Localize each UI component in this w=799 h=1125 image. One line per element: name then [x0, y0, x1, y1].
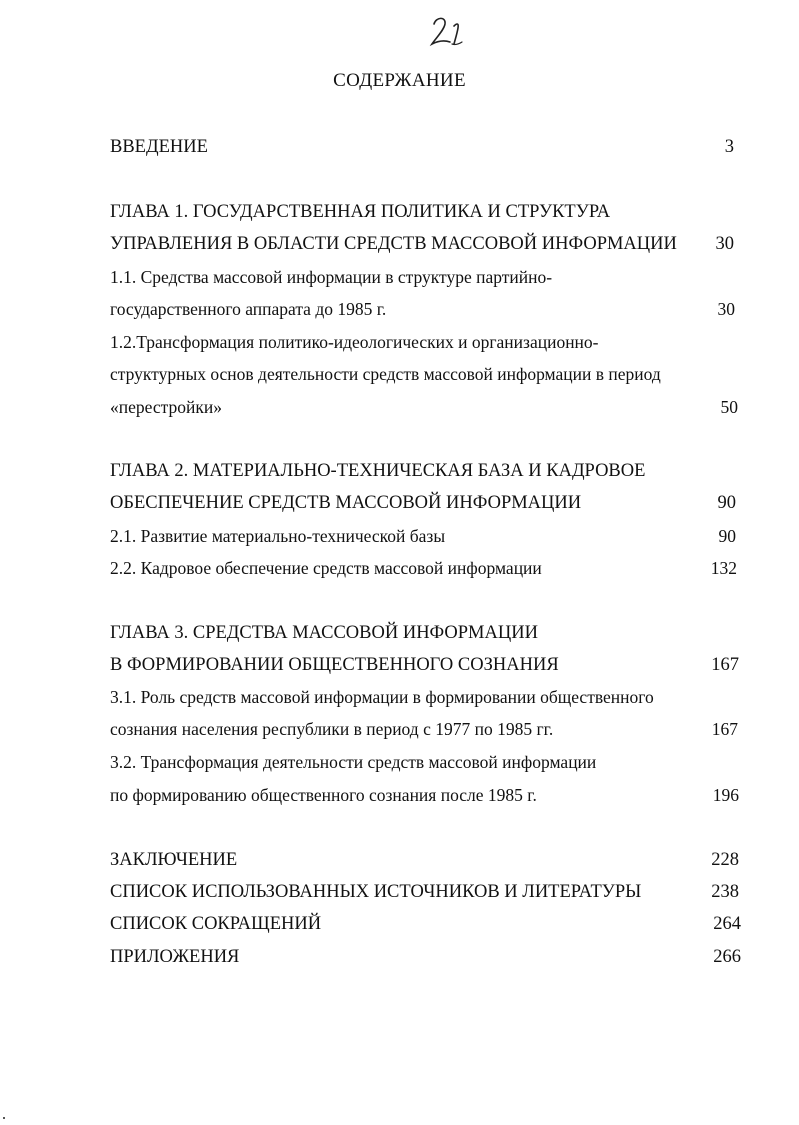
- toc-ch1-title-line2: УПРАВЛЕНИЯ В ОБЛАСТИ СРЕДСТВ МАССОВОЙ ИНФОРМАЦИИ: [110, 234, 677, 254]
- toc-ch3-s1-line1: 3.1. Роль средств массовой информации в формировании общественного: [110, 687, 654, 707]
- toc-conclusion-page: 228: [711, 850, 739, 870]
- toc-ch3-page: 167: [711, 655, 739, 675]
- toc-ch3-title-line2: В ФОРМИРОВАНИИ ОБЩЕСТВЕННОГО СОЗНАНИЯ: [110, 655, 559, 675]
- toc-sources-label: СПИСОК ИСПОЛЬЗОВАННЫХ ИСТОЧНИКОВ И ЛИТЕРАТУРЫ: [110, 882, 642, 902]
- toc-ch3-title-line1: ГЛАВА 3. СРЕДСТВА МАССОВОЙ ИНФОРМАЦИИ: [110, 623, 538, 643]
- toc-sources-page: 238: [711, 882, 739, 902]
- toc-ch2-page: 90: [717, 493, 736, 513]
- page-title: СОДЕРЖАНИЕ: [333, 70, 466, 91]
- toc-ch3-s2-line1: 3.2. Трансформация деятельности средств массовой информации: [110, 752, 597, 772]
- toc-ch2-s1-page: 90: [718, 526, 736, 546]
- toc-intro-label: ВВЕДЕНИЕ: [110, 137, 208, 157]
- toc-ch1-page: 30: [715, 234, 734, 254]
- toc-ch1-s1-page: 30: [717, 299, 735, 319]
- scan-speck: [3, 1117, 5, 1119]
- toc-intro-page: 3: [724, 137, 734, 157]
- toc-ch1-s2-line2: структурных основ деятельности средств массовой информации в период: [110, 364, 661, 384]
- toc-abbreviations-label: СПИСОК СОКРАЩЕНИЙ: [110, 914, 322, 934]
- toc-ch1-s2-line3: «перестройки»: [110, 397, 222, 417]
- toc-conclusion-label: ЗАКЛЮЧЕНИЕ: [110, 850, 238, 870]
- toc-ch2-title-line1: ГЛАВА 2. МАТЕРИАЛЬНО-ТЕХНИЧЕСКАЯ БАЗА И КАДРОВОЕ: [110, 461, 646, 481]
- toc-appendices-page: 266: [713, 947, 741, 967]
- toc-ch1-s2-page: 50: [720, 397, 738, 417]
- toc-ch1-s1-line1: 1.1. Средства массовой информации в структуре партийно-: [110, 267, 553, 287]
- toc-ch2-title-line2: ОБЕСПЕЧЕНИЕ СРЕДСТВ МАССОВОЙ ИНФОРМАЦИИ: [110, 493, 582, 513]
- toc-ch3-s1-line2: сознания населения республики в период с 1977 по 1985 гг.: [110, 719, 554, 739]
- toc-ch3-s2-line2: по формированию общественного сознания после 1985 г.: [110, 785, 537, 805]
- toc-ch1-title-line1: ГЛАВА 1. ГОСУДАРСТВЕННАЯ ПОЛИТИКА И СТРУКТУРА: [110, 202, 611, 222]
- toc-appendices-label: ПРИЛОЖЕНИЯ: [110, 947, 240, 967]
- toc-abbreviations-page: 264: [713, 914, 741, 934]
- toc-ch3-s2-page: 196: [712, 785, 739, 805]
- toc-ch1-s1-line2: государственного аппарата до 1985 г.: [110, 299, 387, 319]
- toc-ch3-s1-page: 167: [711, 719, 738, 739]
- toc-ch1-s2-line1: 1.2.Трансформация политико-идеологических и организационно-: [110, 332, 599, 352]
- toc-ch2-s2-line1: 2.2. Кадровое обеспечение средств массовой информации: [110, 558, 542, 578]
- toc-ch2-s1-line1: 2.1. Развитие материально-технической базы: [110, 526, 446, 546]
- handwritten-page-number: [428, 14, 468, 48]
- toc-ch2-s2-page: 132: [710, 558, 737, 578]
